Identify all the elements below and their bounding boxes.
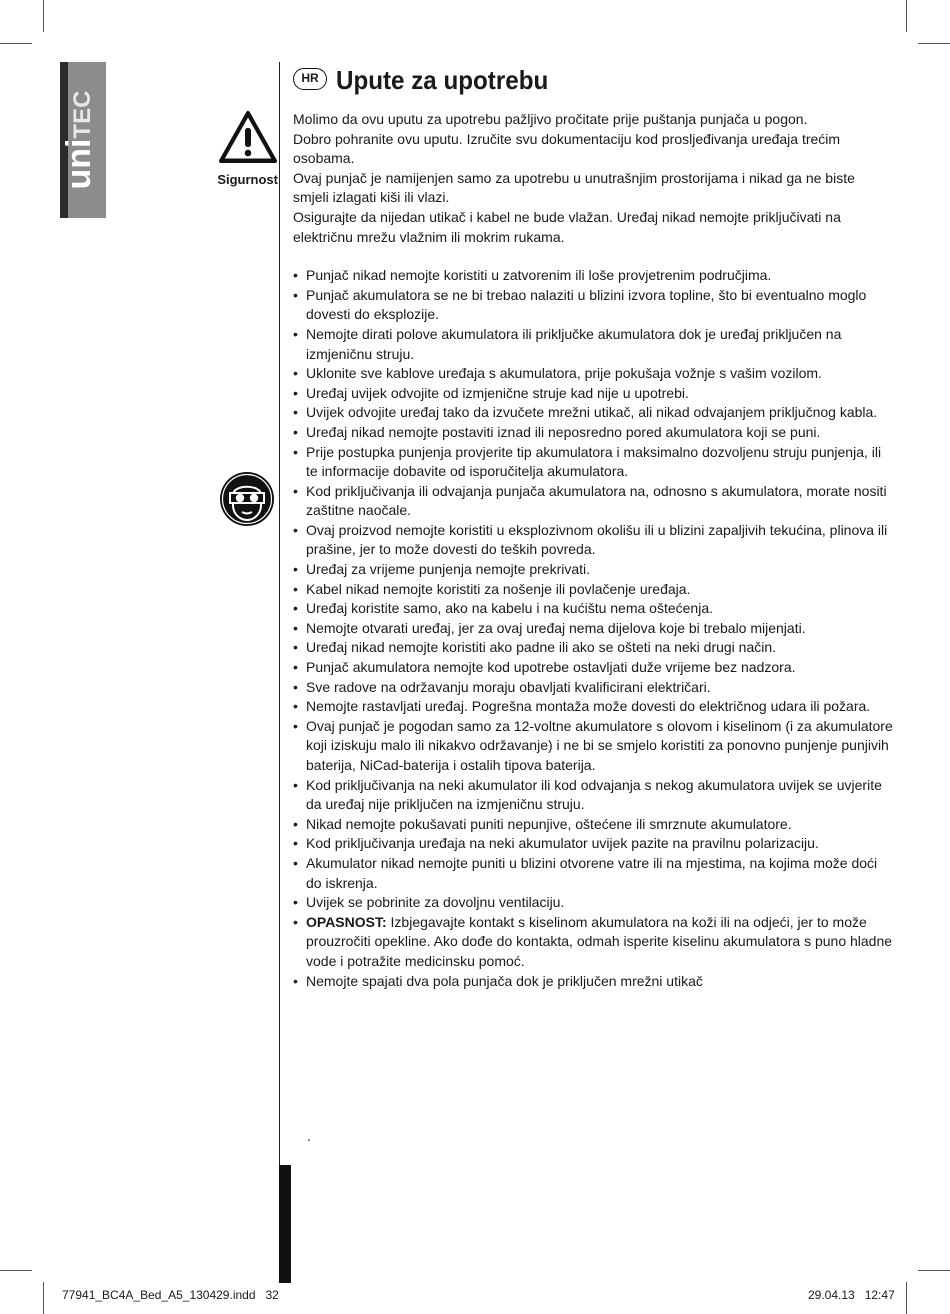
list-item: • Sve radove na održavanju moraju obavljati kvalificirani električari. [293,678,893,698]
list-item: • Uvijek odvojite uređaj tako da izvučete mrežni utikač, ali nikad odvajanjem priključnog kabla. [293,403,893,423]
section-label: Sigurnost [217,172,278,187]
intro-paragraph: Ovaj punjač je namijenjen samo za upotrebu u unutrašnjim prostorijama i nikad ga ne biste smjeli izlagati kiši ili vlazi. [293,169,855,206]
page-title: Upute za upotrebu [336,65,549,95]
list-item: • Punjač akumulatora nemojte kod upotrebe ostavljati duže vrijeme bez nadzora. [293,658,893,678]
content-body [293,110,893,991]
list-item: • Ovaj proizvod nemojte koristiti u eksplozivnom okolišu ili u blizini zapaljivih tekućina, plinova ili prašine, jer to može dovesti do teških povreda. [293,521,893,560]
intro-paragraph: Molimo da ovu uputu za upotrebu pažljivo pročitate prije puštanja punjača u pogon. [293,111,808,127]
list-item: • Nemojte dirati polove akumulatora ili priključke akumulatora dok je uređaj priključen na izmjeničnu struju. [293,325,893,364]
brand-uni: uni [60,138,98,190]
list-item: • Nemojte otvarati uređaj, jer za ovaj uređaj nema dijelova koje bi trebalo mijenjati. [293,619,893,639]
margin-rule [279,62,280,1167]
list-item: • Uređaj nikad nemojte koristiti ako padne ili ako se ošteti na neki drugi način. [293,638,893,658]
crop-mark [0,43,32,44]
intro-block [293,110,893,247]
intro-paragraph: Dobro pohranite ovu uputu. Izručite svu dokumentaciju kod prosljeđivanja uređaja trećim osobama. [293,130,841,167]
list-item: • Nemojte spajati dva pola punjača dok je priključen mrežni utikač [293,972,893,992]
crop-mark [918,1270,950,1271]
crop-mark [43,0,44,32]
safety-list [293,266,893,991]
crop-mark [0,1270,32,1271]
list-item: • Uređaj koristite samo, ako na kabelu i na kućištu nema oštećenja. [293,599,893,619]
list-item: • Punjač nikad nemojte koristiti u zatvorenim ili loše provjetrenim područjima. [293,266,893,286]
list-item: • Uređaj uvijek odvojite od izmjenične struje kad nije u upotrebi. [293,384,893,404]
list-item: • Kabel nikad nemojte koristiti za nošenje ili povlačenje uređaja. [293,580,893,600]
safety-goggles-icon [219,471,275,527]
footer-filename: 77941_BC4A_Bed_A5_130429.indd 32 [62,1288,279,1302]
list-item: • Punjač akumulatora se ne bi trebao nalaziti u blizini izvora topline, što bi eventualno moglo dovesti do eksplozije. [293,286,893,325]
list-item: • Kod priključivanja na neki akumulator ili kod odvajanja s nekog akumulatora uvijek se uvjerite da uređaj nije priključen na izmjeničnu struju. [293,776,893,815]
intro-paragraph: Osigurajte da nijedan utikač i kabel ne bude vlažan. Uređaj nikad nemojte priključivati na električnu mrežu vlažnim ili mokrim rukama. [293,208,841,245]
list-item: • Uređaj za vrijeme punjenja nemojte prekrivati. [293,560,893,580]
brand-logo [62,91,96,190]
list-item: • Ovaj punjač je pogodan samo za 12-voltne akumulatore s olovom i kiselinom (i za akumulatore koji iziskuju malo ili nikakvo održavanje) i ne bi se smjelo koristiti za ponovno punjenje punjivih baterija, NiCad-baterija i ostalih tipova baterija. [293,717,893,776]
danger-item [293,913,893,972]
list-item: • Nikad nemojte pokušavati puniti nepunjive, oštećene ili smrznute akumulatore. [293,815,893,835]
crop-mark [906,0,907,32]
margin-rule-thick [279,1165,291,1283]
list-item: • Nemojte rastavljati uređaj. Pogrešna montaža može dovesti do električnog udara ili požara. [293,697,893,717]
crop-mark [43,1282,44,1314]
list-item: • Uklonite sve kablove uređaja s akumulatora, prije pokušaja vožnje s vašim vozilom. [293,364,893,384]
list-item: • Kod priključivanja ili odvajanja punjača akumulatora na, odnosno s akumulatora, morate nositi zaštitne naočale. [293,482,893,521]
stray-dot: . [307,1128,311,1144]
list-item: • Uvijek se pobrinite za dovoljnu ventilaciju. [293,893,893,913]
list-item: • Uređaj nikad nemojte postaviti iznad ili neposredno pored akumulatora koji se puni. [293,423,893,443]
brand-tec: TEC [69,90,96,139]
warning-triangle-icon [218,110,278,164]
list-item: • Akumulator nikad nemojte puniti u blizini otvorene vatre ili na mjestima, na kojima može doći do iskrenja. [293,854,893,893]
footer-timestamp: 29.04.13 12:47 [808,1288,895,1302]
list-item: • Prije postupka punjenja provjerite tip akumulatora i maksimalno dozvoljenu struju punjenja, ili te informacije dobavite od isporučitelja akumulatora. [293,443,893,482]
crop-mark [906,1282,907,1314]
danger-label: OPASNOST: [306,913,387,930]
language-badge: HR [293,68,327,90]
list-item: • Kod priključivanja uređaja na neki akumulator uvijek pazite na pravilnu polarizaciju. [293,834,893,854]
danger-text: Izbjegavajte kontakt s kiselinom akumulatora na koži ili na odjeći, jer to može prouzročiti opekline. Ako dođe do kontakta, odmah isperite kiselinu akumulatora s puno hladne vode i potražite medicinsku pomoć. [306,913,893,969]
crop-mark [918,43,950,44]
